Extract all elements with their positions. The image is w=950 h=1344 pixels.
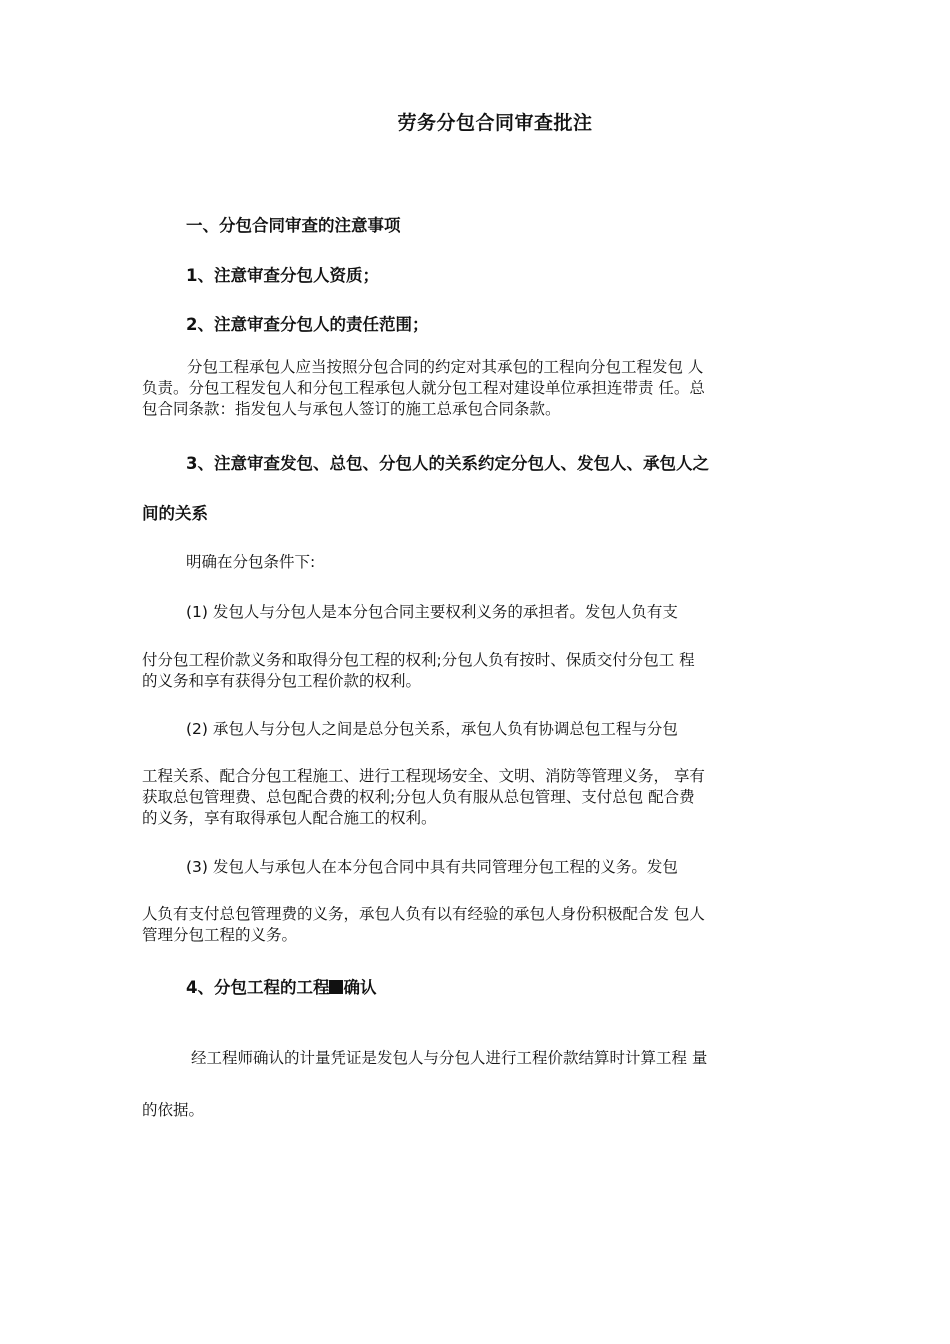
item-3-heading: 3、注意审查发包、总包、分包人的关系约定分包人、发包人、承包人之 bbox=[186, 454, 709, 473]
paragraph-line: 获取总包管理费、总包配合费的权利;分包人负有服从总包管理、支付总包 配合费 bbox=[142, 788, 695, 806]
final-paragraph-line-2: 的依据。 bbox=[142, 1101, 205, 1119]
paragraph-line: 分包工程承包人应当按照分包合同的约定对其承包的工程向分包工程发包 人 bbox=[187, 358, 704, 376]
paragraph-line: 管理分包工程的义务。 bbox=[142, 926, 298, 944]
item-1-heading: 1、注意审查分包人资质； bbox=[186, 266, 379, 285]
item-2-paragraph bbox=[142, 357, 812, 420]
item-2-heading: 2、注意审查分包人的责任范围； bbox=[186, 315, 429, 334]
paragraph-line: 的义务，享有取得承包人配合施工的权利。 bbox=[142, 809, 437, 827]
clause-1-first-line: (1) 发包人与分包人是本分包合同主要权利义务的承担者。发包人负有支 bbox=[186, 603, 678, 621]
final-paragraph-line-1: 经工程师确认的计量凭证是发包人与分包人进行工程价款结算时计算工程 量 bbox=[191, 1049, 708, 1067]
item-4-heading-suffix: 确认 bbox=[343, 978, 377, 997]
item-4-heading-prefix: 4、分包工程的工程 bbox=[186, 978, 330, 997]
clause-2-first-line: (2) 承包人与分包人之间是总分包关系，承包人负有协调总包工程与分包 bbox=[186, 720, 678, 738]
clause-2-continued bbox=[142, 766, 812, 829]
paragraph-line: 付分包工程价款义务和取得分包工程的权利;分包人负有按时、保质交付分包工 程 bbox=[142, 651, 695, 669]
paragraph-line: 包合同条款：指发包人与承包人签订的施工总承包合同条款。 bbox=[142, 400, 561, 418]
item-3-heading-continued: 间的关系 bbox=[142, 504, 208, 523]
clause-1-continued bbox=[142, 650, 812, 692]
clause-3-continued bbox=[142, 904, 812, 946]
page-title: 劳务分包合同审查批注 bbox=[397, 112, 593, 134]
item-4-heading bbox=[186, 974, 376, 998]
redacted-block-icon bbox=[329, 980, 343, 994]
section-1-heading: 一、分包合同审查的注意事项 bbox=[186, 216, 401, 235]
paragraph-line: 负责。分包工程发包人和分包工程承包人就分包工程对建设单位承担连带责 任。总 bbox=[142, 379, 705, 397]
intro-text: 明确在分包条件下: bbox=[186, 553, 316, 571]
clause-3-first-line: (3) 发包人与承包人在本分包合同中具有共同管理分包工程的义务。发包 bbox=[186, 858, 678, 876]
paragraph-line: 的义务和享有获得分包工程价款的权利。 bbox=[142, 672, 422, 690]
paragraph-line: 人负有支付总包管理费的义务，承包人负有以有经验的承包人身份积极配合发 包人 bbox=[142, 905, 705, 923]
paragraph-line: 工程关系、配合分包工程施工、进行工程现场安全、文明、消防等管理义务， 享有 bbox=[142, 767, 705, 785]
